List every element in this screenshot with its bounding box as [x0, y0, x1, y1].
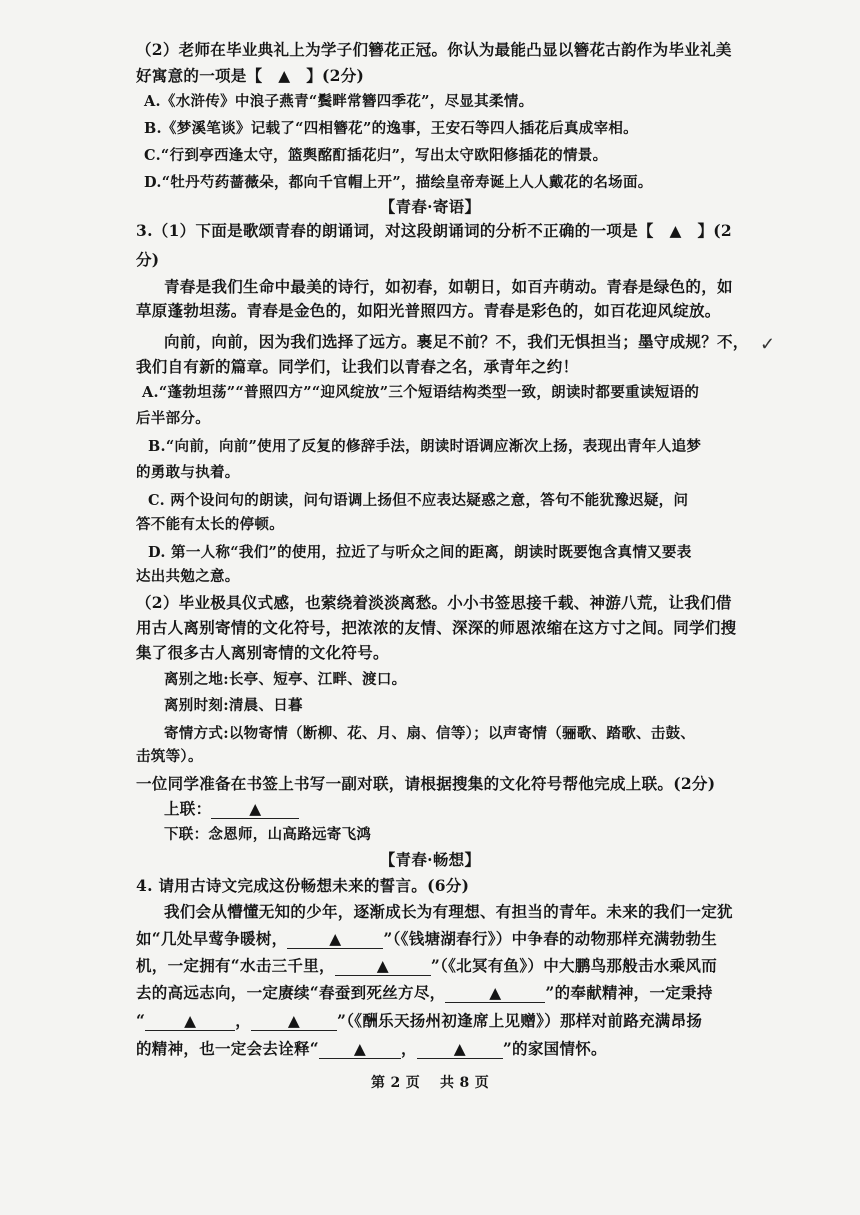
q2-2-option-c: C.“行到亭西逢太守，篮舆酩酊插花归”，写出太守欧阳修插花的情景。 — [144, 147, 608, 164]
q4-line3 — [136, 954, 717, 976]
q4-title: 4. 请用古诗文完成这份畅想未来的誓言。(6分) — [136, 876, 470, 895]
q3-option-c-line1: C. 两个设问句的朗读，问句语调上扬但不应表达疑惑之意，答句不能犹豫迟疑，问 — [148, 492, 689, 509]
q2-2-option-b: B.《梦溪笔谈》记载了“四相簪花”的逸事，王安石等四人插花后真成宰相。 — [144, 120, 638, 137]
q4-line3-text-a: 机，一定拥有“水击三千里， — [136, 956, 335, 975]
q4-line1: 我们会从懵懂无知的少年，逐渐成长为有理想、有担当的青年。未来的我们一定犹 — [164, 902, 733, 921]
blank-2[interactable] — [335, 957, 431, 976]
q4-line4-text-a: 去的高远志向，一定赓续“春蚕到死丝方尽， — [136, 983, 446, 1002]
q3-passage-para2-line2: 我们自有新的篇章。同学们，让我们以青春之名，承青年之约！ — [136, 357, 579, 376]
answer-triangle-icon: ▲ — [287, 1011, 301, 1030]
blank-3[interactable] — [445, 984, 545, 1003]
blank-1[interactable] — [287, 930, 383, 949]
parting-time: 离别时刻:清晨、日暮 — [164, 697, 303, 714]
parting-method-line2: 击筑等）。 — [136, 748, 203, 765]
total-pages: 共 8 页 — [440, 1075, 489, 1091]
q4-line5-comma: ， — [235, 1011, 252, 1030]
q4-line4-text-b: ”的奉献精神，一定秉持 — [545, 983, 713, 1002]
q2-2-line1: （2）老师在毕业典礼上为学子们簪花正冠。你认为最能凸显以簪花古韵作为毕业礼美 — [136, 40, 732, 59]
q4-line6-text-a: 的精神，也一定会去诠释“ — [136, 1039, 320, 1058]
q4-line6-text-c: ”的家国情怀。 — [502, 1039, 607, 1058]
upper-couplet-blank[interactable] — [211, 800, 299, 819]
answer-triangle-icon: ▲ — [249, 799, 262, 818]
q3-option-b-line2: 的勇敢与执着。 — [136, 464, 240, 481]
q3-2-line1: （2）毕业极具仪式感，也萦绕着淡淡离愁。小小书签思接千载、神游八荒，让我们借 — [136, 593, 732, 612]
parting-place: 离别之地:长亭、短亭、江畔、渡口。 — [164, 671, 407, 688]
blank-7[interactable] — [417, 1040, 503, 1059]
answer-triangle-icon: ▲ — [329, 929, 342, 948]
q4-line4 — [136, 981, 713, 1003]
q3-option-d-line2: 达出共勉之意。 — [136, 568, 240, 585]
q2-2-line2: 好寓意的一项是【 ▲ 】(2分) — [136, 66, 365, 85]
upper-couplet — [164, 797, 299, 819]
answer-triangle-icon: ▲ — [453, 1039, 466, 1058]
answer-triangle-icon: ▲ — [489, 983, 502, 1002]
q3-2-line3: 集了很多古人离别寄情的文化符号。 — [136, 643, 389, 662]
q3-passage-para2-line1: 向前，向前，因为我们选择了远方。裹足不前？不，我们无惧担当；墨守成规？不， — [164, 332, 749, 351]
page-footer — [0, 1072, 860, 1092]
q3-intro-line2: 分) — [136, 250, 160, 269]
q4-line5 — [136, 1009, 702, 1031]
q4-line5-text-c: ”（《酬乐天扬州初逢席上见赠》）那样对前路充满昂扬 — [337, 1011, 703, 1030]
blank-6[interactable] — [319, 1040, 401, 1059]
q3-option-d-line1: D. 第一人称“我们”的使用，拉近了与听众之间的距离，朗读时既要饱含真情又要表 — [148, 544, 692, 561]
q4-line6-comma: ， — [401, 1039, 417, 1058]
q4-line2-text-b: ”（《钱塘湖春行》）中争春的动物那样充满勃勃生 — [383, 929, 717, 948]
q4-line6 — [136, 1037, 607, 1059]
answer-triangle-icon: ▲ — [184, 1011, 197, 1030]
q4-line2 — [136, 927, 717, 949]
q3-passage-para1-line2: 草原蓬勃坦荡。青春是金色的，如阳光普照四方。青春是彩色的，如百花迎风绽放。 — [136, 301, 721, 320]
parting-method-line1: 寄情方式:以物寄情（断柳、花、月、扇、信等）；以声寄情（骊歌、踏歌、击鼓、 — [164, 725, 696, 742]
q3-2-line2: 用古人离别寄情的文化符号，把浓浓的友情、深深的师恩浓缩在这方寸之间。同学们搜 — [136, 618, 737, 637]
answer-triangle-icon: ▲ — [353, 1039, 367, 1058]
q3-option-c-line2: 答不能有太长的停顿。 — [136, 516, 284, 533]
q2-2-option-a: A.《水浒传》中浪子燕青“鬓畔常簪四季花”，尽显其柔情。 — [144, 93, 534, 110]
q4-line3-text-b: ”（《北冥有鱼》）中大鹏鸟那般击水乘风而 — [430, 956, 717, 975]
section-title-youth-message: 【青春·寄语】 — [379, 197, 481, 216]
blank-4[interactable] — [145, 1012, 235, 1031]
q4-line2-text-a: 如“几处早莺争暖树， — [136, 929, 288, 948]
lower-couplet: 下联：念恩师，山高路远寄飞鸿 — [164, 826, 372, 843]
q3-option-a-line1: A.“蓬勃坦荡”“普照四方”“迎风绽放”三个短语结构类型一致，朗读时都要重读短语的 — [142, 384, 700, 401]
handwritten-mark: ✓ — [760, 334, 776, 355]
answer-triangle-icon: ▲ — [376, 956, 389, 975]
section-title-youth-vision: 【青春·畅想】 — [379, 850, 481, 869]
blank-5[interactable] — [251, 1012, 337, 1031]
q3-passage-para1-line1: 青春是我们生命中最美的诗行，如初春，如朝日，如百卉萌动。青春是绿色的，如 — [164, 277, 733, 296]
q3-option-a-line2: 后半部分。 — [136, 410, 210, 427]
q3-intro-line1: 3.（1）下面是歌颂青春的朗诵词，对这段朗诵词的分析不正确的一项是【 ▲ 】(2 — [136, 221, 733, 240]
couplet-question: 一位同学准备在书签上书写一副对联，请根据搜集的文化符号帮他完成上联。(2分) — [136, 774, 716, 793]
page-number: 第 2 页 — [371, 1075, 420, 1091]
upper-couplet-label: 上联： — [164, 799, 212, 818]
q2-2-option-d: D.“牡丹芍药蔷薇朵，都向千官帽上开”，描绘皇帝寿诞上人人戴花的名场面。 — [144, 174, 653, 191]
q3-option-b-line1: B.“向前，向前”使用了反复的修辞手法，朗读时语调应渐次上扬，表现出青年人追梦 — [148, 438, 702, 455]
q4-line5-text-a: “ — [136, 1011, 146, 1030]
